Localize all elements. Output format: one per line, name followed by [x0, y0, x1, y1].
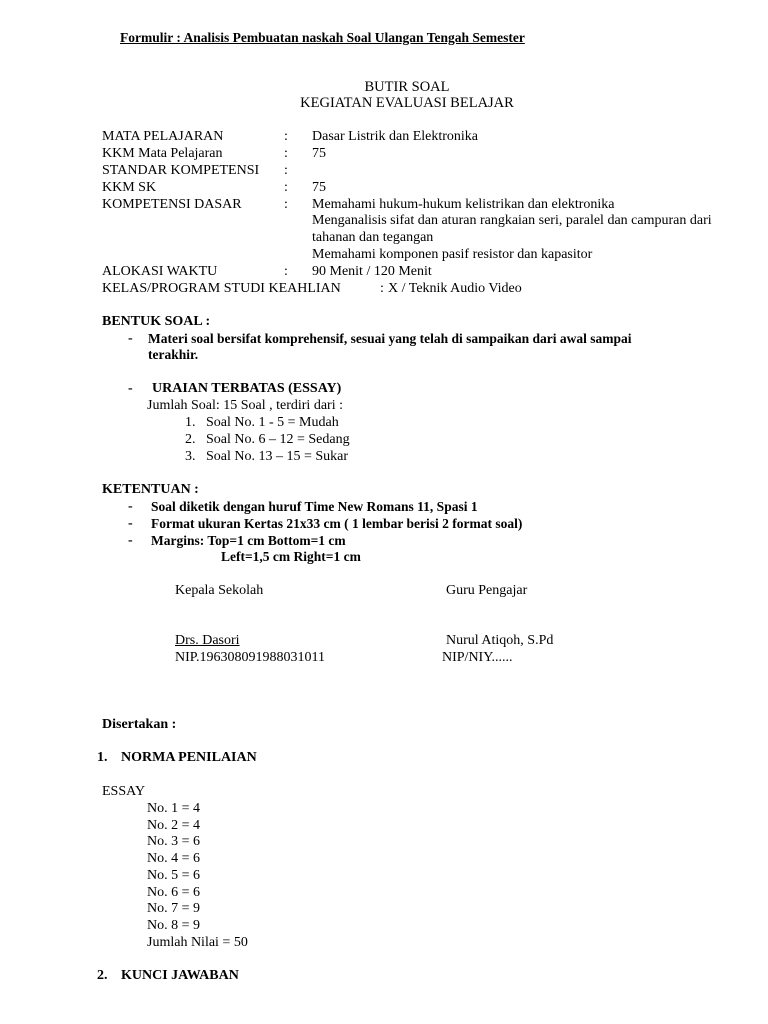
colon: :	[380, 281, 384, 296]
bentuk-soal-heading: BENTUK SOAL :	[102, 314, 211, 329]
norma-num: 1.	[97, 750, 108, 765]
value-alokasi-waktu: 90 Menit / 120 Menit	[312, 264, 432, 279]
norma-item: No. 6 = 6	[147, 885, 201, 900]
list-num: 3.	[185, 449, 196, 464]
ketentuan-heading: KETENTUAN :	[102, 482, 199, 497]
kompetensi-dasar-1: Memahami hukum-hukum kelistrikan dan elektronika	[312, 197, 615, 212]
label-kkm-mapel: KKM Mata Pelajaran	[102, 146, 223, 161]
colon: :	[284, 163, 288, 178]
value-kelas-program: X / Teknik Audio Video	[388, 281, 522, 296]
label-mata-pelajaran: MATA PELAJARAN	[102, 129, 224, 144]
norma-item: No. 2 = 4	[147, 818, 201, 833]
label-standar-kompetensi: STANDAR KOMPETENSI	[102, 163, 260, 178]
value-mata-pelajaran: Dasar Listrik dan Elektronika	[312, 129, 479, 144]
kompetensi-dasar-4: Memahami komponen pasif resistor dan kapasitor	[312, 247, 593, 262]
jumlah-nilai: Jumlah Nilai = 50	[147, 935, 248, 950]
signature-left-name: Drs. Dasori	[175, 633, 240, 648]
norma-item: No. 8 = 9	[147, 918, 201, 933]
colon: :	[284, 146, 288, 161]
essay-label: ESSAY	[102, 784, 146, 799]
ketentuan-item-2: Format ukuran Kertas 21x33 cm ( 1 lembar berisi 2 format soal)	[151, 516, 523, 531]
signature-right-name: Nurul Atiqoh, S.Pd	[446, 633, 554, 648]
title-line-1: BUTIR SOAL	[364, 79, 450, 95]
title-line-2: KEGIATAN EVALUASI BELAJAR	[300, 95, 514, 111]
label-alokasi-waktu: ALOKASI WAKTU	[102, 264, 218, 279]
label-kompetensi-dasar: KOMPETENSI DASAR	[102, 197, 242, 212]
form-header: Formulir : Analisis Pembuatan naskah Soal Ulangan Tengah Semester	[120, 30, 525, 45]
disertakan-label: Disertakan :	[102, 717, 177, 732]
list-text: Soal No. 13 – 15 = Sukar	[206, 449, 349, 464]
list-text: Soal No. 1 - 5 = Mudah	[206, 415, 339, 430]
list-num: 2.	[185, 432, 196, 447]
kompetensi-dasar-2: Menganalisis sifat dan aturan rangkaian seri, paralel dan campuran dari	[312, 213, 712, 228]
label-kelas-program: KELAS/PROGRAM STUDI KEAHLIAN	[102, 281, 341, 296]
bullet-dash: -	[128, 331, 133, 346]
value-kkm-sk: 75	[312, 180, 326, 195]
norma-item: No. 1 = 4	[147, 801, 201, 816]
label-kkm-sk: KKM SK	[102, 180, 157, 195]
ketentuan-margins-2: Left=1,5 cm Right=1 cm	[221, 549, 361, 564]
bentuk-soal-item-1b: terakhir.	[148, 347, 199, 362]
bentuk-soal-item-1a: Materi soal bersifat komprehensif, sesuai yang telah di sampaikan dari awal sampai	[148, 331, 632, 346]
bullet-dash: -	[128, 516, 133, 531]
norma-item: No. 3 = 6	[147, 834, 201, 849]
ketentuan-item-3: Margins: Top=1 cm Bottom=1 cm	[151, 533, 346, 548]
colon: :	[284, 129, 288, 144]
value-kkm-mapel: 75	[312, 146, 326, 161]
bullet-dash: -	[128, 499, 133, 514]
list-num: 1.	[185, 415, 196, 430]
norma-item: No. 5 = 6	[147, 868, 201, 883]
colon: :	[284, 197, 288, 212]
jumlah-soal: Jumlah Soal: 15 Soal , terdiri dari :	[147, 398, 343, 413]
bullet-dash: -	[128, 381, 133, 396]
signature-left-title: Kepala Sekolah	[175, 583, 264, 598]
signature-left-nip: NIP.196308091988031011	[175, 650, 325, 665]
colon: :	[284, 264, 288, 279]
norma-item: No. 7 = 9	[147, 901, 201, 916]
signature-right-title: Guru Pengajar	[446, 583, 528, 598]
signature-right-nip: NIP/NIY......	[442, 650, 513, 665]
kompetensi-dasar-3: tahanan dan tegangan	[312, 230, 434, 245]
bentuk-soal-item-2: URAIAN TERBATAS (ESSAY)	[152, 381, 342, 396]
norma-heading: NORMA PENILAIAN	[121, 750, 257, 765]
norma-item: No. 4 = 6	[147, 851, 201, 866]
bullet-dash: -	[128, 533, 133, 548]
kunci-num: 2.	[97, 968, 108, 983]
colon: :	[284, 180, 288, 195]
list-text: Soal No. 6 – 12 = Sedang	[206, 432, 350, 447]
kunci-heading: KUNCI JAWABAN	[121, 968, 239, 983]
ketentuan-item-1: Soal diketik dengan huruf Time New Romans 11, Spasi 1	[151, 499, 478, 514]
